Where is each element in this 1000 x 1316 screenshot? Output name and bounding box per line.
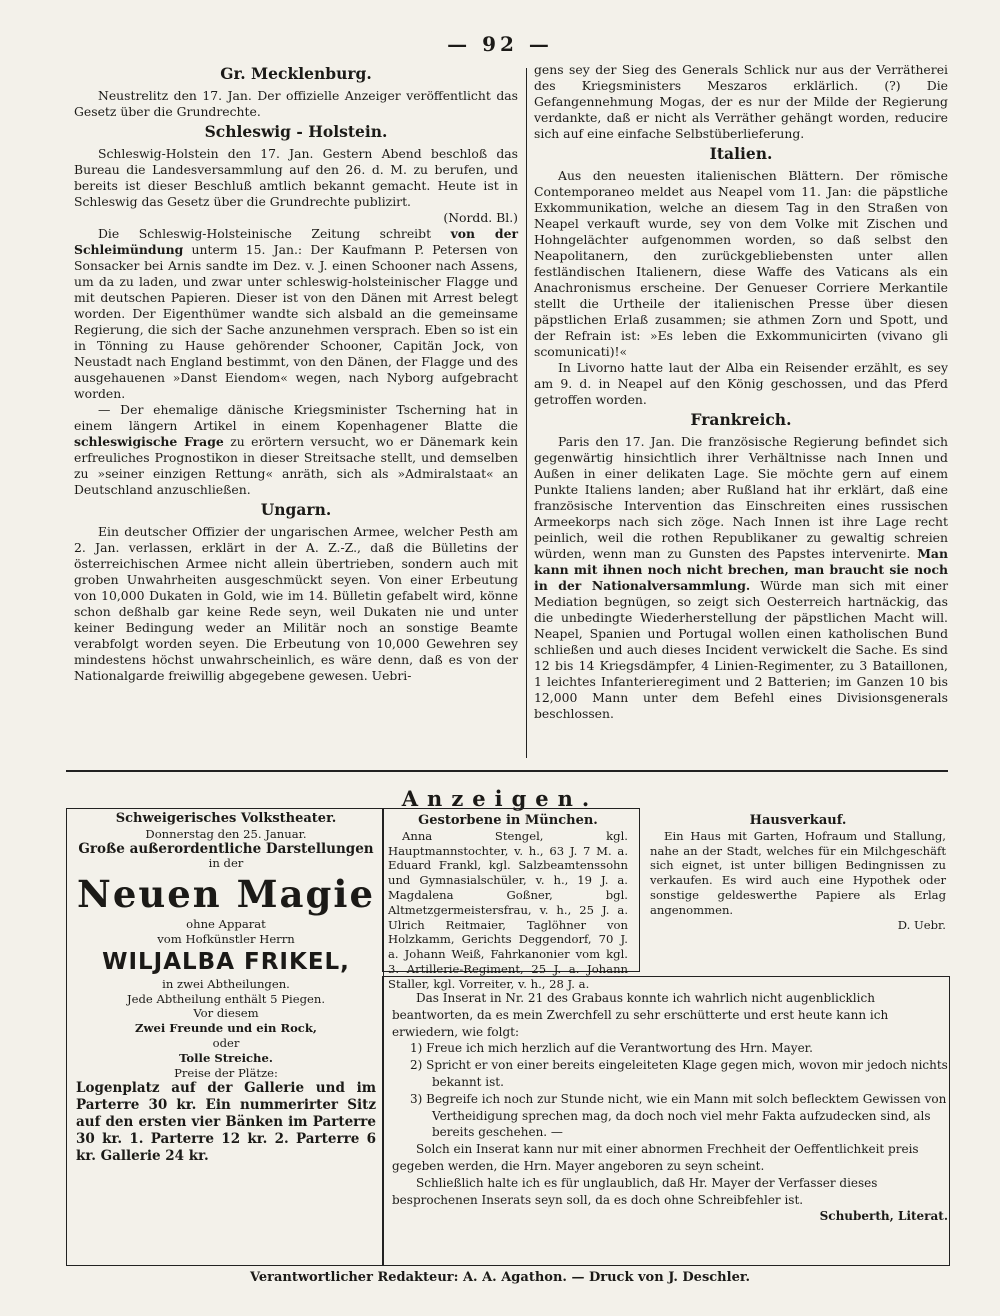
- theater-line: ohne Apparat: [186, 917, 266, 932]
- house-ref: D. Uebr.: [897, 917, 946, 932]
- theater-line: Jede Abtheilung enthält 5 Piegen.: [127, 991, 325, 1006]
- heading-frankreich: Frankreich.: [690, 410, 792, 429]
- article-paragraph: Neustrelitz den 17. Jan. Der offizielle Anzeiger veröffentlicht das Gesetz über die Grundrechte.: [74, 88, 518, 119]
- theater-line: oder: [212, 1035, 240, 1050]
- heading-italien: Italien.: [709, 144, 773, 163]
- house-sale-advertisement: [650, 814, 946, 932]
- article-paragraph: Schleswig-Holstein den 17. Jan. Gestern Abend beschloß das Bureau die Landesversammlung auf den 26. d. M. zu berufen, und bereits ist dieser Beschluß amtlich bekannt gemacht. Heute ist in Schleswig das Gesetz über die Grundrechte publizirt.: [74, 146, 518, 209]
- inserat-paragraph: Solch ein Inserat kann nur mit einer abnormen Frechheit der Oeffentlichkeit preis gegeben werden, die Hrn. Mayer angeboren zu seyn scheint.: [392, 1142, 919, 1173]
- theater-advertisement: [72, 812, 380, 1165]
- heading-mecklenburg: Gr. Mecklenburg.: [220, 64, 372, 83]
- section-divider: [66, 770, 948, 772]
- heading-schleswig-holstein: Schleswig - Holstein.: [204, 122, 388, 141]
- right-column: [534, 62, 948, 722]
- magie-title: Neuen Magie: [77, 872, 375, 917]
- death-notices: [388, 814, 628, 992]
- house-title: Hausverkauf.: [749, 813, 847, 828]
- left-column: [74, 62, 518, 684]
- article-paragraph: Ein deutscher Offizier der ungarischen Armee, welcher Pesth am 2. Jan. verlassen, erklärt in der A. Z.-Z., daß die Bülletins der österreichischen Armee nicht allein übertrieben, sondern auch mit groben Unwahrheiten ausgeschmückt seyen. Von einer Erbeutung von 10,000 Dukaten in Gold, wie im 14. Bülletin gefabelt wird, könne schon deßhalb gar keine Rede seyn, weil Dukaten nie und unter keiner Bedingung weder an Militär noch an sonstige Beamte verabfolgt worden seyen. Die Erbeutung von 10,000 Gewehren sey mindestens höchst unwahrscheinlich, es wäre denn, daß es von der Nationalgarde freiwillig abgegebene gewesen. Uebri-: [74, 524, 518, 683]
- inserat-reply: [392, 990, 948, 1225]
- article-paragraph: Paris den 17. Jan. Die französische Regierung befindet sich gegenwärtig hinsichtlich ihrer Verhältnisse nach Innen und Außen in einer delikaten Lage. Sie möchte gern auf einem Punkte Italiens landen; aber Rußland hat ihr erklärt, daß eine französische Intervention das Einschreiten eines russischen Armeekorps nach sich zöge. Nach Innen ist ihre Lage recht peinlich, weil die rothen Republikaner zu gewaltig schreien würden, wenn man zu Gunsten des Papstes intervenirte. Man kann mit ihnen noch nicht brechen, man braucht sie noch in der Nationalversammlung. Würde man sich mit einer Mediation begnügen, so zeigt sich Oesterreich hartnäckig, das die unbedingte Wiederherstellung der päpstlichen Macht will. Neapel, Spanien und Portugal wollen einen katholischen Bund schließen und auch dieses Incident verwickelt die Sache. Es sind 12 bis 14 Kriegsdämpfer, 4 Linien-Regimenter, zu 3 Bataillonen, 1 leichtes Infanterieregiment und 2 Batterien; im Ganzen 10 bis 12,000 Mann unter dem Befehl eines Divisionsgenerals beschlossen.: [534, 434, 948, 721]
- prices-text: Logenplatz auf der Gallerie und im Parterre 30 kr. Ein nummerirter Sitz auf den ersten vier Bänken im Parterre 30 kr. 1. Parterre 12 kr. 2. Parterre 6 kr. Gallerie 24 kr.: [76, 1080, 376, 1165]
- page-number: — 92 —: [447, 32, 553, 56]
- inserat-signature: Schuberth, Literat.: [819, 1209, 948, 1224]
- inserat-paragraph: Schließlich halte ich es für unglaublich, daß Hr. Mayer der Verfasser dieses besprochenen Inserats seyn soll, da es doch ohne Schreibfehler ist.: [392, 1175, 878, 1207]
- performer-name: WILJALBA FRIKEL,: [102, 948, 350, 975]
- theater-date: Donnerstag den 25. Januar.: [145, 826, 307, 841]
- deaths-text: Anna Stengel, kgl. Hauptmannstochter, v. h., 63 J. 7 M. a. Eduard Frankl, kgl. Salzbeamtenssohn und Gymnasialschüler, v. h., 19 J. a. Magdalena Goßner, bgl. Altmetzgermeistersfrau, v. h., 25 J. a. Ulrich Reitmaier, Taglöhner von Holzkamm, Gerichts Deggendorf, 70 J. a. Johann Weiß, Fahrkanonier vom kgl. 3. Artillerie-Regiment, 25 J. a. Johann Staller, kgl. Vorreiter, v. h., 28 J. a.: [388, 828, 628, 991]
- imprint-footer: Verantwortlicher Redakteur: A. A. Agathon. — Druck von J. Deschler.: [249, 1270, 751, 1285]
- article-paragraph: Aus den neuesten italienischen Blättern. Der römische Contemporaneo meldet aus Neapel vom 11. Jan: die päpstliche Exkommunikation, welche an diesem Tag in den Straßen von Neapel verkauft wurde, sey von dem Volke mit Zischen und Hohngelächter aufgenommen worden, so daß selbst den Neapolitanern, den zurückgebliebensten unter allen festländischen Italienern, diese Waffe des Vaticans als ein Anachronismus erscheine. Der Genueser Corriere Merkantile stellt die Urtheile der italienischen Presse über diesen päpstlichen Erlaß zusammen; sie athmen Zorn und Spott, und der Refrain ist: »Es leben die Exkommunicirten (vivano gli scomunicati)!«: [534, 168, 948, 359]
- prices-heading: Preise der Plätze:: [174, 1065, 278, 1080]
- theater-line: Vor diesem: [193, 1006, 259, 1021]
- play-title: Zwei Freunde und ein Rock,: [135, 1021, 317, 1036]
- theater-title: Schweigerisches Volkstheater.: [115, 811, 337, 826]
- inserat-item: 2) Spricht er von einer bereits eingeleiteten Klage gegen mich, wovon mir jedoch nichts bekannt ist.: [410, 1058, 948, 1089]
- theater-line: vom Hofkünstler Herrn: [157, 931, 295, 946]
- emphasis: schleswigische Frage: [74, 434, 224, 449]
- article-paragraph: Die Schleswig-Holsteinische Zeitung schreibt von der Schleimündung unterm 15. Jan.: Der Kaufmann P. Petersen von Sonsacker bei Arnis sandte im Dez. v. J. einen Schooner nach Assens, um da zu laden, und zwar unter schleswig-holsteinischer Flagge und mit deutschen Papieren. Dieser ist von den Dänen mit Arrest belegt worden. Der Eigenthümer wandte sich alsbald an die gemeinsame Regierung, die sich der Sache anzunehmen versprach. Eben so ist ein in Tönning zu Hause gehörender Schooner, Capitän Jock, von Neustadt nach England bestimmt, von den Dänen, der Flagge und des ausgehauenen »Danst Eiendom« wegen, nach Nyborg aufgebracht worden.: [74, 226, 518, 401]
- source-citation: (Nordd. Bl.): [443, 210, 518, 225]
- column-divider: [526, 68, 527, 758]
- heading-ungarn: Ungarn.: [260, 500, 332, 519]
- anzeigen-heading: Anzeigen.: [401, 786, 599, 811]
- inserat-item: 1) Freue ich mich herzlich auf die Verantwortung des Hrn. Mayer.: [410, 1041, 813, 1056]
- deaths-title: Gestorbene in München.: [418, 813, 598, 828]
- play-title: Tolle Streiche.: [179, 1050, 273, 1065]
- theater-line: in zwei Abtheilungen.: [162, 976, 290, 991]
- emphasis: Man kann mit ihnen noch nicht brechen, man braucht sie noch in der Nationalversammlung.: [534, 546, 948, 593]
- inserat-item: 3) Begreife ich noch zur Stunde nicht, wie ein Mann mit solch beflecktem Gewissen von Vertheidigung sprechen mag, da doch noch viel mehr Fakta aufzudecken sind, als bereits geschehen. —: [410, 1091, 947, 1140]
- article-paragraph: In Livorno hatte laut der Alba ein Reisender erzählt, es sey am 9. d. in Neapel auf den König geschossen, und das Pferd getroffen worden.: [534, 360, 948, 407]
- article-paragraph: — Der ehemalige dänische Kriegsminister Tscherning hat in einem längern Artikel in einem Kopenhagener Blatte die schleswigische Frage zu erörtern versucht, wo er Dänemark kein erfreuliches Prognostikon in dieser Streitsache stellt, und demselben zu »seiner einzigen Rettung« anräth, sich als »Admiralstaat« an Deutschland anzuschließen.: [74, 402, 518, 497]
- theater-line: in der: [208, 856, 244, 871]
- emphasis: von der Schleimündung: [74, 226, 518, 257]
- theater-line: Große außerordentliche Darstellungen: [78, 840, 374, 857]
- inserat-intro: Das Inserat in Nr. 21 des Grabaus konnte ich wahrlich nicht augenblicklich beantworten, da es mein Zwerchfell zu sehr erschütterte und erst heute kann ich erwiedern, wie folgt:: [392, 991, 889, 1039]
- article-paragraph: gens sey der Sieg des Generals Schlick nur aus der Verrätherei des Kriegsministers Meszaros erklärlich. (?) Die Gefangennehmung Mogas, der es nur der Milde der Regierung verdankte, daß er nicht als Verräther gehängt worden, reducire sich auf eine einfache Selbstüberlieferung.: [534, 62, 948, 141]
- house-text: Ein Haus mit Garten, Hofraum und Stallung, nahe an der Stadt, welches für ein Milchgeschäft sich eignet, ist unter billigen Bedingnissen zu verkaufen. Es wird auch eine Hypothek oder sonstige geldeswerthe Papiere als Erlag angenommen.: [650, 828, 946, 917]
